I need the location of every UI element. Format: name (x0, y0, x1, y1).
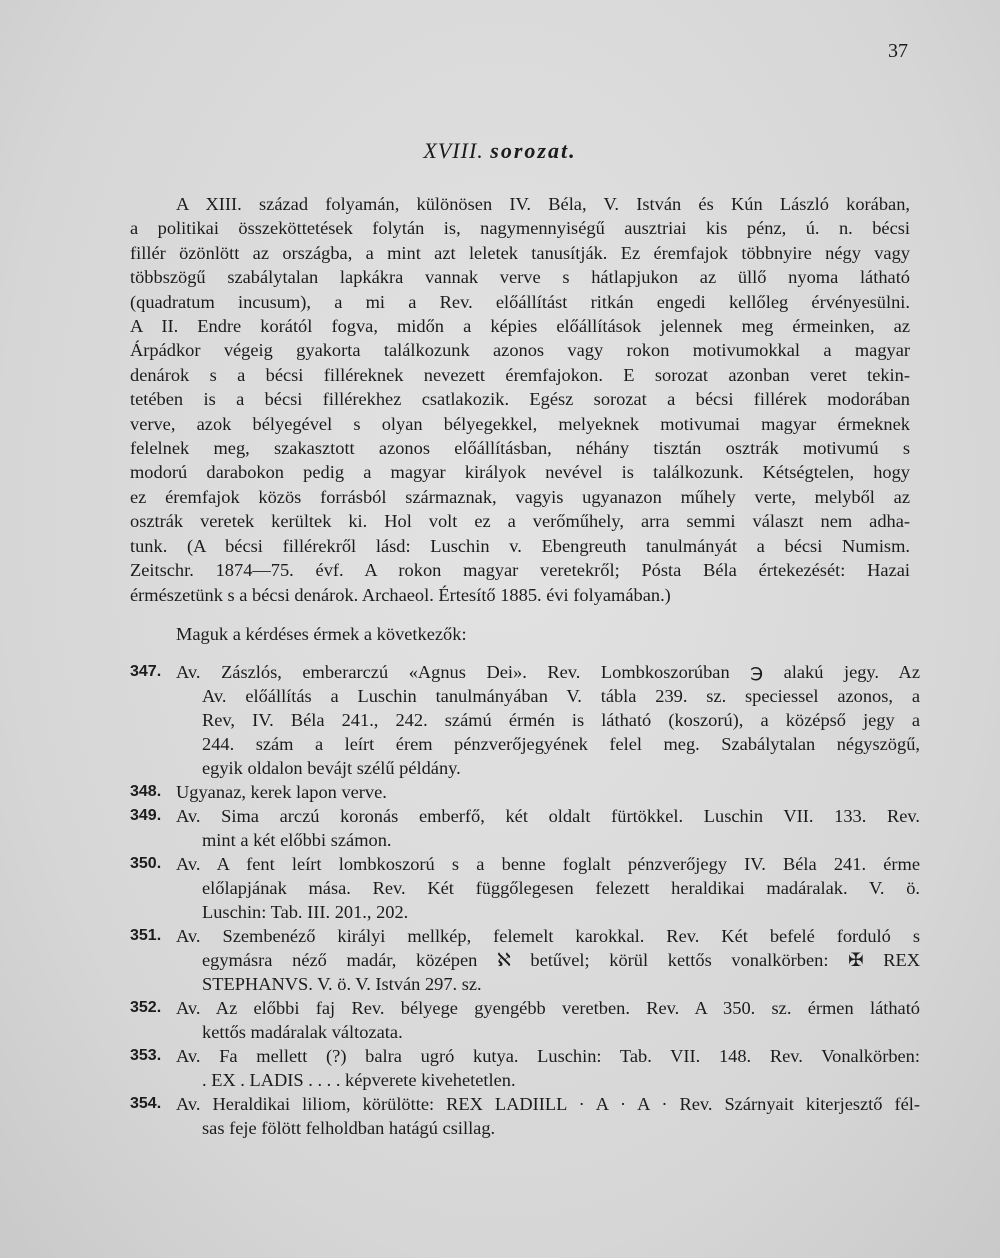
entry-line: sas feje fölött felholdban hatágú csillag. (202, 1118, 496, 1138)
entry-number: 347. (130, 663, 162, 680)
entry-number: 348. (130, 783, 162, 800)
intro-line: Zeitschr. 1874—75. évf. A rokon magyar veretekről; Pósta Béla értekezését: Hazai (130, 560, 910, 581)
entry-line: Av. A fent leírt lombkoszorú s a benne foglalt pénzverőjegy IV. Béla 241. érme (176, 854, 920, 874)
intro-line: tetében is a bécsi fillérekhez csatlakozik. Egész sorozat a bécsi fillérek modorában (130, 389, 910, 410)
catalog-entry (130, 1044, 920, 1092)
entry-line: mint a két előbbi számon. (202, 830, 392, 850)
entry-line: Av. Sima arczú koronás emberfő, két oldalt fürtökkel. Luschin VII. 133. Rev. (176, 806, 920, 826)
entry-line: STEPHANVS. V. ö. V. István 297. sz. (202, 974, 482, 994)
entry-line: Av. Fa mellett (?) balra ugró kutya. Luschin: Tab. VII. 148. Rev. Vonalkörben: (176, 1046, 920, 1066)
intro-line: tunk. (A bécsi fillérekről lásd: Luschin v. Ebengreuth tanulmányát a bécsi Numism. (130, 535, 910, 556)
entry-line: előlapjának mása. Rev. Két függőlegesen felezett heraldikai madáralak. V. ö. (202, 878, 920, 898)
catalog-entry (130, 996, 920, 1044)
entry-line: 244. szám a leírt érem pénzverőjegyének felel meg. Szabálytalan négyszögű, (202, 734, 920, 754)
entry-number: 352. (130, 999, 162, 1016)
intro-line: a politikai összeköttetések folytán is, nagymennyiségű ausztriai kis pénz, ú. n. bécsi (130, 218, 910, 239)
catalog-entry (130, 660, 920, 780)
entry-line: kettős madáralak változata. (202, 1022, 403, 1042)
entry-line: Ugyanaz, kerek lapon verve. (176, 782, 387, 802)
intro-line: érmészetünk s a bécsi denárok. Archaeol. Értesítő 1885. évi folyamában.) (130, 584, 671, 605)
section-heading (0, 138, 1000, 164)
intro-line: ez éremfajok közös forrásból származnak, vagyis ugyanazon műhely verte, melyből az (130, 486, 910, 507)
page-number: 37 (888, 40, 908, 62)
catalog-entry (130, 804, 920, 852)
catalog-entry (130, 924, 920, 996)
intro-line: A II. Endre korától fogva, midőn a képies előállítások jelennek meg érmeinken, az (130, 316, 910, 337)
entries-lead: Maguk a kérdéses érmek a következők: (176, 624, 467, 644)
entry-line: egyik oldalon bevájt szélű példány. (202, 758, 461, 778)
intro-line: osztrák veretek kerültek ki. Hol volt ez a verőműhely, arra semmi választ nem adha- (130, 511, 910, 532)
catalog-entry (130, 1092, 920, 1140)
intro-line: A XIII. század folyamán, különösen IV. Béla, V. István és Kún László korában, (176, 194, 910, 214)
heading-number: XVIII. (423, 138, 484, 163)
entry-line: Av. Az előbbi faj Rev. bélyege gyengébb veretben. Rev. A 350. sz. érmen látható (176, 998, 920, 1018)
entry-line: Luschin: Tab. III. 201., 202. (202, 902, 409, 922)
entry-number: 350. (130, 855, 162, 872)
entries-list (130, 660, 920, 1140)
intro-line: modorú darabokon pedig a magyar királyok nevével is találkozunk. Kétségtelen, hogy (130, 462, 910, 483)
intro-paragraph (130, 192, 910, 607)
intro-line: (quadratum incusum), a mi a Rev. előállítást ritkán engedi kellőleg érvényesülni. (130, 291, 910, 312)
catalog-entry (130, 780, 920, 804)
entry-number: 351. (130, 927, 162, 944)
entry-line: Av. Szembenéző királyi mellkép, felemelt karokkal. Rev. Két befelé forduló s (176, 926, 920, 946)
entry-line: Av. előállítás a Luschin tanulmányában V. tábla 239. sz. speciessel azonos, a (202, 686, 920, 706)
catalog-entry (130, 852, 920, 924)
intro-line: felelnek meg, szakasztott azonos előállításban, néhány tisztán osztrák motivumú s (130, 438, 910, 459)
heading-word: sorozat. (490, 138, 577, 163)
intro-line: fillér özönlött az országba, a mint azt leletek tanusítják. Ez éremfajok többnyire négy vagy (130, 242, 910, 263)
entry-number: 353. (130, 1047, 162, 1064)
intro-line: Árpádkor végeig gyakorta találkozunk azonos vagy rokon motivumokkal a magyar (130, 340, 910, 361)
entry-line: Av. Zászlós, emberarczú «Agnus Dei». Rev. Lombkoszorúban ℈ alakú jegy. Az (176, 662, 920, 682)
entry-line: . EX . LADIS . . . . képverete kivehetetlen. (202, 1070, 516, 1090)
entry-line: Rev, IV. Béla 241., 242. számú érmén is látható (koszorú), a középső jegy a (202, 710, 920, 730)
intro-line: verve, azok bélyegével s olyan bélyegekkel, melyeknek motivumai magyar érmeknek (130, 413, 910, 434)
intro-line: denárok s a bécsi filléreknek nevezett éremfajokon. E sorozat azonban veret tekin- (130, 364, 910, 385)
entry-line: egymásra néző madár, középen ℵ betűvel; körül kettős vonalkörben: ✠ REX (202, 950, 920, 970)
intro-line: többszögű szabálytalan lapkákra vannak verve s hátlapjukon az üllő nyoma látható (130, 267, 910, 288)
entry-number: 354. (130, 1095, 162, 1112)
entry-line: Av. Heraldikai liliom, körülötte: REX LADIILL · A · A · Rev. Szárnyait kiterjesztő fél- (176, 1094, 920, 1114)
entry-number: 349. (130, 807, 162, 824)
